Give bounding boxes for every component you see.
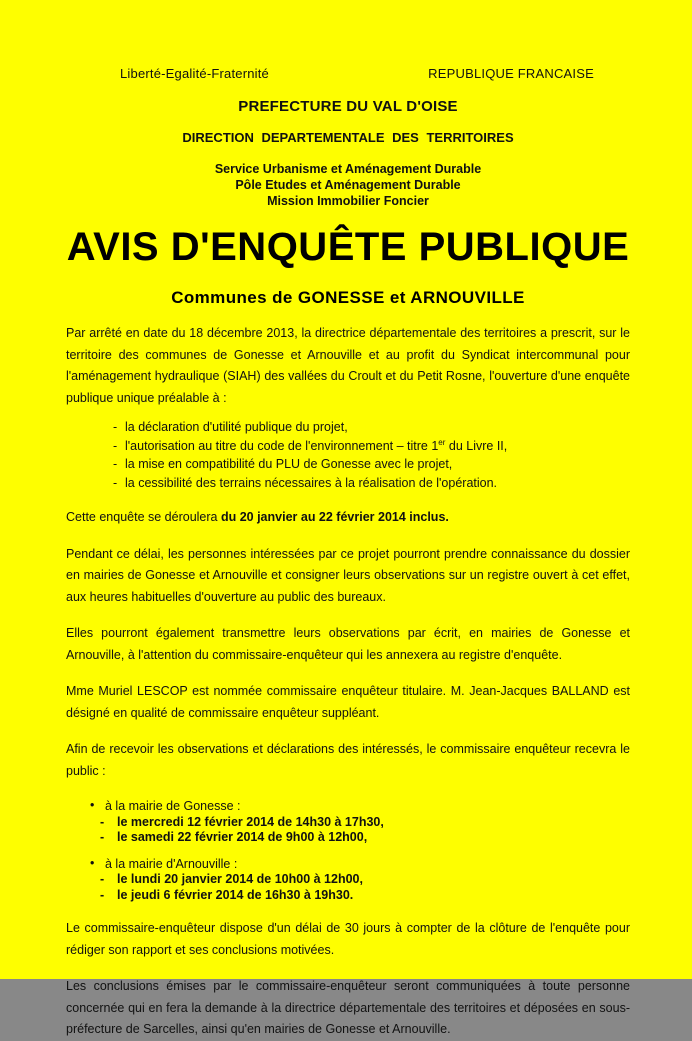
scope-item-2: - l'autorisation au titre du code de l'environnement – titre 1er du Livre II, [113, 437, 630, 456]
motto-text: Liberté-Egalité-Fraternité [120, 66, 269, 81]
service-line-3: Mission Immobilier Foncier [267, 194, 429, 208]
republic-text: REPUBLIQUE FRANCAISE [428, 66, 594, 81]
superscript-er: er [438, 437, 446, 447]
scope-item-4: - la cessibilité des terrains nécessaires à la réalisation de l'opération. [113, 474, 630, 493]
scope-item-3: - la mise en compatibilité du PLU de Gonesse avec le projet, [113, 455, 630, 474]
session-gonesse-location: • à la mairie de Gonesse : [90, 799, 630, 815]
scope-list [113, 418, 630, 492]
direction-title: DIRECTION DEPARTEMENTALE DES TERRITOIRES [182, 130, 514, 145]
prefecture-title: PREFECTURE DU VAL D'OISE [238, 98, 458, 115]
commissioners-paragraph: Mme Muriel LESCOP est nommée commissaire enquêteur titulaire. M. Jean-Jacques BALLAND est désigné en qualité de commissaire enquêteur suppléant. [66, 684, 630, 720]
header-topline [66, 66, 630, 81]
session-time: - le samedi 22 février 2014 de 9h00 à 12h00, [100, 830, 630, 846]
intro-paragraph: Par arrêté en date du 18 décembre 2013, la directrice départementale des territoires a prescrit, sur le territoire des communes de Gonesse et Arnouville et au profit du Syndicat intercommunal pour l'aménagement hydraulique (SIAH) des vallées du Croult et du Petit Rosne, l'ouverture d'une enquête publique unique préalable à : [66, 326, 630, 405]
service-line-1: Service Urbanisme et Aménagement Durable [214, 162, 482, 176]
report-deadline-paragraph: Le commissaire-enquêteur dispose d'un délai de 30 jours à compter de la clôture de l'enquête pour rédiger son rapport et ses conclusions motivées. [66, 921, 630, 957]
service-block [66, 161, 630, 209]
scope-item-1: - la déclaration d'utilité publique du projet, [113, 418, 630, 437]
session-time: - le lundi 20 janvier 2014 de 10h00 à 12h00, [100, 872, 630, 888]
consultation-paragraph: Pendant ce délai, les personnes intéressées par ce projet pourront prendre connaissance du dossier en mairies de Gonesse et Arnouville et consigner leurs observations sur un registre ouvert à cet effet, aux heures habituelles d'ouverture au public des bureaux. [66, 546, 630, 604]
session-arnouville-location: • à la mairie d'Arnouville : [90, 857, 630, 873]
notice-body [66, 323, 630, 1041]
written-observations-paragraph: Elles pourront également transmettre leurs observations par écrit, en mairies de Gonesse et Arnouville, à l'attention du commissaire-enquêteur qui les annexera au registre d'enquête. [66, 626, 630, 662]
session-gonesse-times [100, 815, 630, 846]
duration-dates: du 20 janvier au 22 février 2014 inclus. [220, 510, 449, 524]
reception-intro-paragraph: Afin de recevoir les observations et déclarations des intéressés, le commissaire enquêteur recevra le public : [66, 742, 630, 778]
conclusions-paragraph: Les conclusions émises par le commissaire-enquêteur seront communiquées à toute personne concernée qui en fera la demande à la directrice départementale des territoires et déposées en sous-préfecture de Sarcelles, ainsi qu'en mairies de Gonesse et Arnouville. [66, 979, 630, 1036]
duration-paragraph [66, 507, 630, 529]
page-title: AVIS D'ENQUÊTE PUBLIQUE [66, 225, 630, 269]
page-subtitle: Communes de GONESSE et ARNOUVILLE [171, 288, 525, 307]
session-time: - le mercredi 12 février 2014 de 14h30 à 17h30, [100, 815, 630, 831]
service-line-2: Pôle Etudes et Aménagement Durable [235, 178, 461, 192]
session-arnouville-times [100, 872, 630, 903]
session-gonesse [90, 799, 630, 846]
duration-prefix: Cette enquête se déroulera [66, 510, 221, 524]
session-arnouville [90, 857, 630, 904]
session-time: - le jeudi 6 février 2014 de 16h30 à 19h30. [100, 888, 630, 904]
